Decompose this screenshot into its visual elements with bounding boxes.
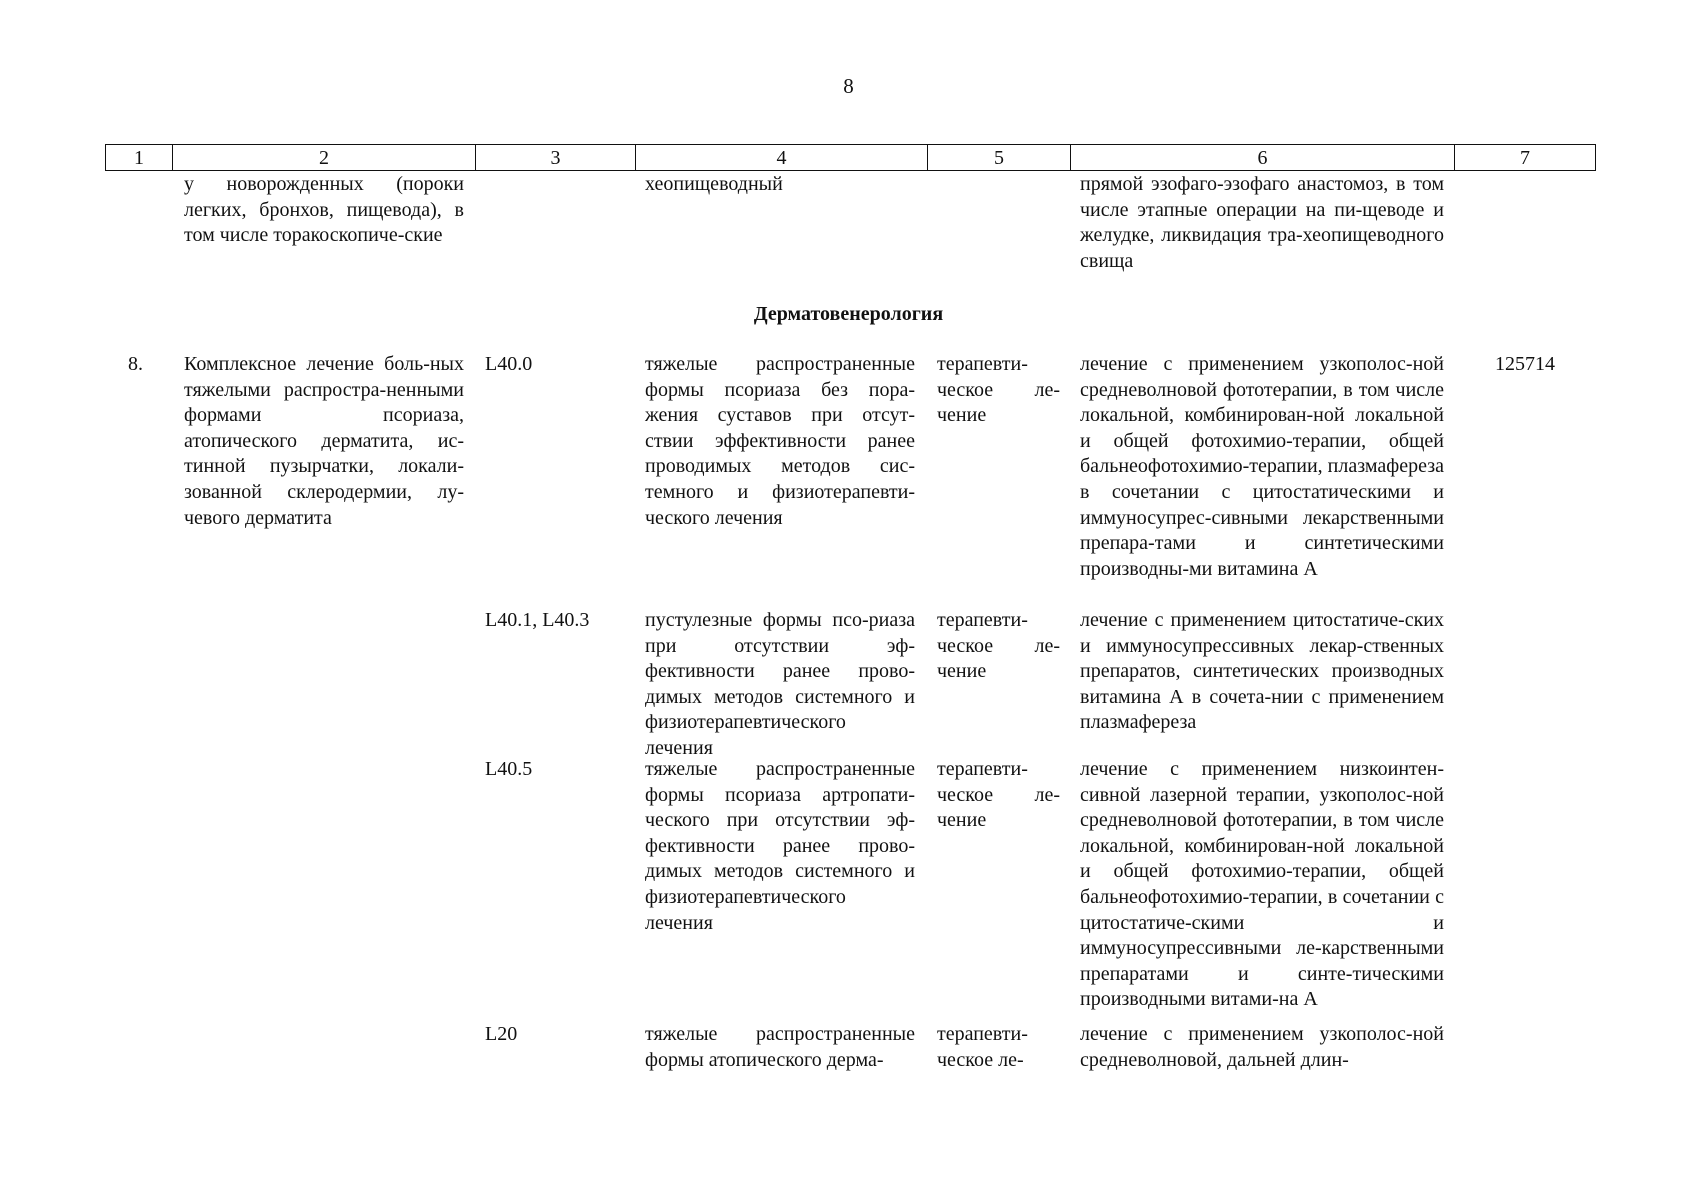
header-col-4: 4 [636, 145, 928, 171]
row-method: лечение с применением цитостатиче-ских и иммуносупрессивных лекар-ственных препаратов, синтетических производных витамина А в сочета-нии с применением плазмафереза [1080, 609, 1444, 734]
header-col-3: 3 [476, 145, 636, 171]
row-model: тяжелые распространенные формы атопического дерма- [645, 1023, 915, 1071]
row-method: лечение с применением узкополос-ной средневолновой, дальней длин- [1080, 1023, 1444, 1071]
row-code: L40.1, L40.3 [485, 609, 590, 631]
item-number: 8. [128, 353, 143, 375]
continuation-col4: хеопищеводный [645, 173, 783, 195]
row-method: лечение с применением узкополос-ной средневолновой фототерапии, в том числе локальной, комбинирован-ной локальной и общей фотохимио-терапии, общей бальнеофотохимио-терапии, плазмафереза в сочетании с цитостатическими и иммуносупрес-сивными лекарственными препара-тами и синтетическими производны-ми витамина А [1080, 353, 1444, 580]
header-col-7: 7 [1455, 145, 1596, 171]
item-cost: 125714 [1495, 353, 1555, 375]
row-type: терапевти-ческое ле- [937, 1023, 1028, 1071]
section-title: Дерматовенерология [753, 303, 944, 325]
item-name: Комплексное лечение боль-ных тяжелыми распростра-ненными формами псориаза, атопического дерматита, ис-тинной пузырчатки, локали-зованной склеродермии, лу-чевого дерматита [184, 353, 464, 529]
row-model: тяжелые распространенные формы псориаза без пора-жения суставов при отсут-ствии эффективности ранее проводимых методов сис-темного и физиотерапевти-ческого лечения [645, 353, 915, 529]
header-col-6: 6 [1071, 145, 1455, 171]
row-code: L40.5 [485, 758, 533, 780]
row-code: L20 [485, 1023, 518, 1045]
row-model: тяжелые распространенные формы псориаза артропати-ческого при отсутствии эф-фективности ранее прово-димых методов системного и физиотерапевтического лечения [645, 758, 915, 934]
continuation-col2: у новорожденных (пороки легких, бронхов, пищевода), в том числе торакоскопиче-ские [184, 173, 464, 247]
header-col-5: 5 [928, 145, 1071, 171]
continuation-col6: прямой эзофаго-эзофаго анастомоз, в том числе этапные операции на пи-щеводе и желудке, ликвидация тра-хеопищеводного свища [1080, 173, 1444, 272]
row-code: L40.0 [485, 353, 533, 375]
row-type: терапевти-ческое ле-чение [937, 353, 1060, 427]
header-col-2: 2 [173, 145, 476, 171]
header-col-1: 1 [106, 145, 173, 171]
row-model: пустулезные формы псо-риаза при отсутствии эф-фективности ранее прово-димых методов системного и физиотерапевтического лечения [645, 609, 915, 759]
row-method: лечение с применением низкоинтен-сивной лазерной терапии, узкополос-ной средневолновой фототерапии, в том числе локальной, комбинирован-ной локальной и общей фотохимио-терапии, общей бальнеофотохимио-терапии, в сочетании с цитостатиче-скими и иммуносупрессивными ле-карственными препаратами и синте-тическими производными витами-на А [1080, 758, 1444, 1011]
table-header [105, 144, 1596, 171]
row-type: терапевти-ческое ле-чение [937, 758, 1060, 832]
row-type: терапевти-ческое ле-чение [937, 609, 1060, 683]
page-number: 8 [843, 74, 854, 98]
